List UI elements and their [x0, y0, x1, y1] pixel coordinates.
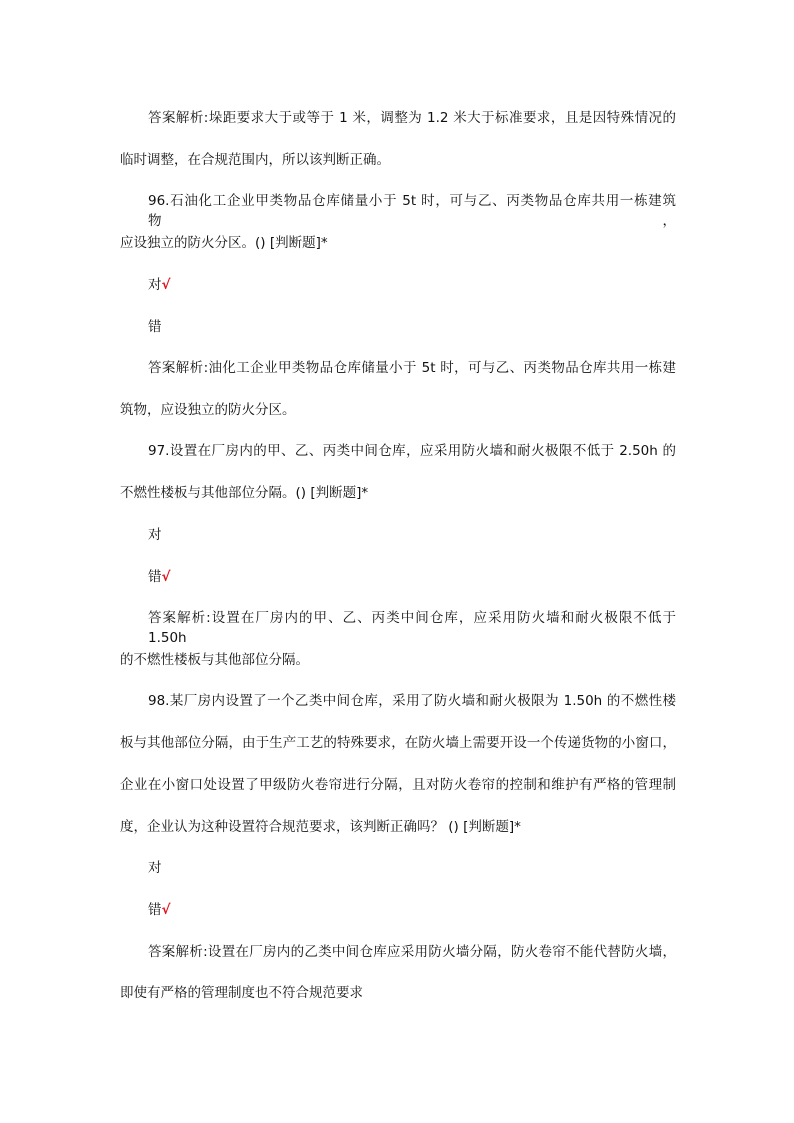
q98-option-false[interactable] [148, 900, 171, 920]
q97-option-true-label: 对 [148, 527, 162, 543]
q97-explanation-line-2: 的不燃性楼板与其他部位分隔。 [120, 652, 309, 668]
q96-option-true[interactable] [148, 275, 171, 295]
q96-option-true-check-icon: √ [161, 277, 171, 293]
q98-stem-line-2: 板与其他部位分隔，由于生产工艺的特殊要求，在防火墙上需要开设一个传递货物的小窗口， [120, 735, 676, 751]
q97-option-true[interactable] [148, 525, 162, 545]
q98-option-true-label: 对 [148, 860, 162, 876]
q98-explanation-line-2: 即使有严格的管理制度也不符合规范要求 [120, 985, 363, 1001]
q97-option-false[interactable] [148, 567, 171, 587]
q96-option-true-label: 对 [148, 277, 162, 293]
q98-explanation-line-1: 答案解析:设置在厂房内的乙类中间仓库应采用防火墙分隔，防火卷帘不能代替防火墙， [148, 944, 676, 960]
q96-option-false-label: 错 [148, 319, 162, 335]
q96-option-false[interactable] [148, 317, 162, 337]
q96-explanation-line-1: 答案解析:油化工企业甲类物品仓库储量小于 5t 时，可与乙、丙类物品仓库共用一栋建 [148, 360, 676, 376]
prev-explanation-line-2: 临时调整，在合规范围内，所以该判断正确。 [120, 152, 390, 168]
q97-option-false-label: 错 [148, 569, 162, 585]
q96-stem-line-2: 应设独立的防火分区。() [判断题]* [120, 235, 328, 251]
q98-option-true[interactable] [148, 858, 162, 878]
q97-explanation-line-1: 答案解析:设置在厂房内的甲、乙、丙类中间仓库，应采用防火墙和耐火极限不低于 1.50h [148, 610, 676, 646]
q98-option-false-check-icon: √ [161, 902, 171, 918]
prev-explanation-line-1: 答案解析:垛距要求大于或等于 1 米，调整为 1.2 米大于标准要求，且是因特殊情况的 [148, 110, 676, 126]
q97-stem-line-1: 97.设置在厂房内的甲、乙、丙类中间仓库，应采用防火墙和耐火极限不低于 2.50h 的 [148, 443, 676, 459]
q97-option-false-check-icon: √ [161, 569, 171, 585]
q98-stem-line-1: 98.某厂房内设置了一个乙类中间仓库，采用了防火墙和耐火极限为 1.50h 的不燃性楼 [148, 693, 676, 709]
q97-stem-line-2: 不燃性楼板与其他部位分隔。() [判断题]* [120, 485, 369, 501]
q98-stem-line-3: 企业在小窗口处设置了甲级防火卷帘进行分隔，且对防火卷帘的控制和维护有严格的管理制 [120, 777, 676, 793]
q98-option-false-label: 错 [148, 902, 162, 918]
q96-stem-line-1: 96.石油化工企业甲类物品仓库储量小于 5t 时，可与乙、丙类物品仓库共用一栋建筑物， [148, 193, 676, 229]
q98-stem-line-4: 度，企业认为这种设置符合规范要求，该判断正确吗？ () [判断题]* [120, 819, 521, 835]
q96-explanation-line-2: 筑物，应设独立的防火分区。 [120, 402, 296, 418]
